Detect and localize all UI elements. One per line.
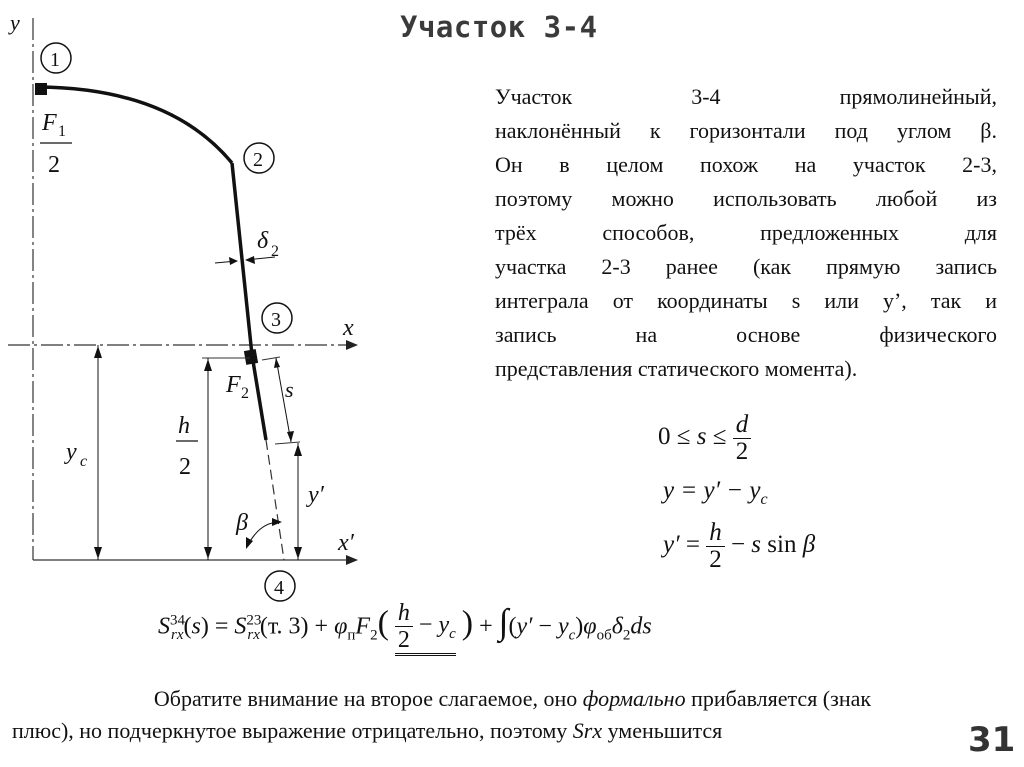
paragraph-line: наклонённый к горизонтали под углом β. <box>495 118 997 143</box>
paragraph-line: Он в целом похож на участок 2-3, <box>495 152 997 177</box>
arc-segment-1-2 <box>38 87 232 163</box>
delta2-label: δ <box>257 228 269 254</box>
h2-numerator: h <box>178 413 190 439</box>
paragraph-line: Участок 3-4 прямолинейный, <box>495 84 997 109</box>
slide-title: Участок 3-4 <box>400 10 598 44</box>
segment-extension <box>266 440 284 560</box>
note-line-2: плюс), но подчеркнутое выражение отрицательно, поэтому Srx уменьшится <box>12 718 723 743</box>
area-f2-marker <box>244 349 258 365</box>
s-label: s <box>285 377 294 402</box>
x-axis-arrow <box>346 340 358 350</box>
area-f1-marker <box>35 83 47 95</box>
paragraph-line: трёх способов, предложенных для <box>495 220 997 245</box>
paragraph-line: представления статического момента). <box>495 356 858 381</box>
yc-label: y <box>66 439 77 465</box>
node-2-label: 2 <box>253 149 263 171</box>
paragraph-line: поэтому можно использовать любой из <box>495 186 997 211</box>
h2-denominator: 2 <box>179 454 191 480</box>
formula-y-prime-def: y′ = $\frac{h}{2}$ − s sin β <box>663 519 816 573</box>
paragraph-line: запись на основе физического <box>495 322 997 347</box>
node-3-label: 3 <box>271 309 281 331</box>
f1-label: F <box>42 110 57 136</box>
formula-s-range: 0 ≤ s ≤ $\frac{d}{2}$ <box>658 412 751 465</box>
paragraph-line: интеграла от координаты s или y’, так и <box>495 288 997 313</box>
note-line-1: Обратите внимание на второе слагаемое, оно формально прибавляется (знак <box>153 686 872 711</box>
formula-main-srx: $S^{34}_{rx}(s) = S^{23}_{rx}(т$. $3) + \varphi_пF_2$( $\frac{h}{2}$ − $y_c$ ) + $\int(y' - y_c)\varphi_{об}\delta_2ds$ <box>158 600 652 656</box>
f2-subscript: 2 <box>241 385 249 402</box>
y-prime-label: y′ <box>308 482 324 508</box>
x-prime-axis-arrow <box>346 555 358 565</box>
x-axis-label: x <box>343 315 354 341</box>
paragraph-line: участка 2-3 ранее (как прямую запись <box>495 254 997 279</box>
f2-label: F <box>226 372 241 398</box>
node-1-label: 1 <box>50 49 60 71</box>
yc-subscript: c <box>80 453 88 470</box>
y-axis-label: y <box>10 10 20 35</box>
f1-subscript: 1 <box>58 123 66 140</box>
node-4-label: 4 <box>274 577 284 599</box>
description-paragraph <box>495 80 997 386</box>
formula-y-relation: $y = y' - y_c$ <box>663 477 768 508</box>
beta-label: β <box>236 510 248 536</box>
delta2-subscript: 2 <box>271 243 279 260</box>
x-prime-axis-label: x′ <box>338 530 354 556</box>
bottom-note <box>10 683 1015 747</box>
segment-3-4 <box>252 355 266 440</box>
f1-denominator: 2 <box>48 152 60 178</box>
page-number: 31 <box>968 720 1016 760</box>
